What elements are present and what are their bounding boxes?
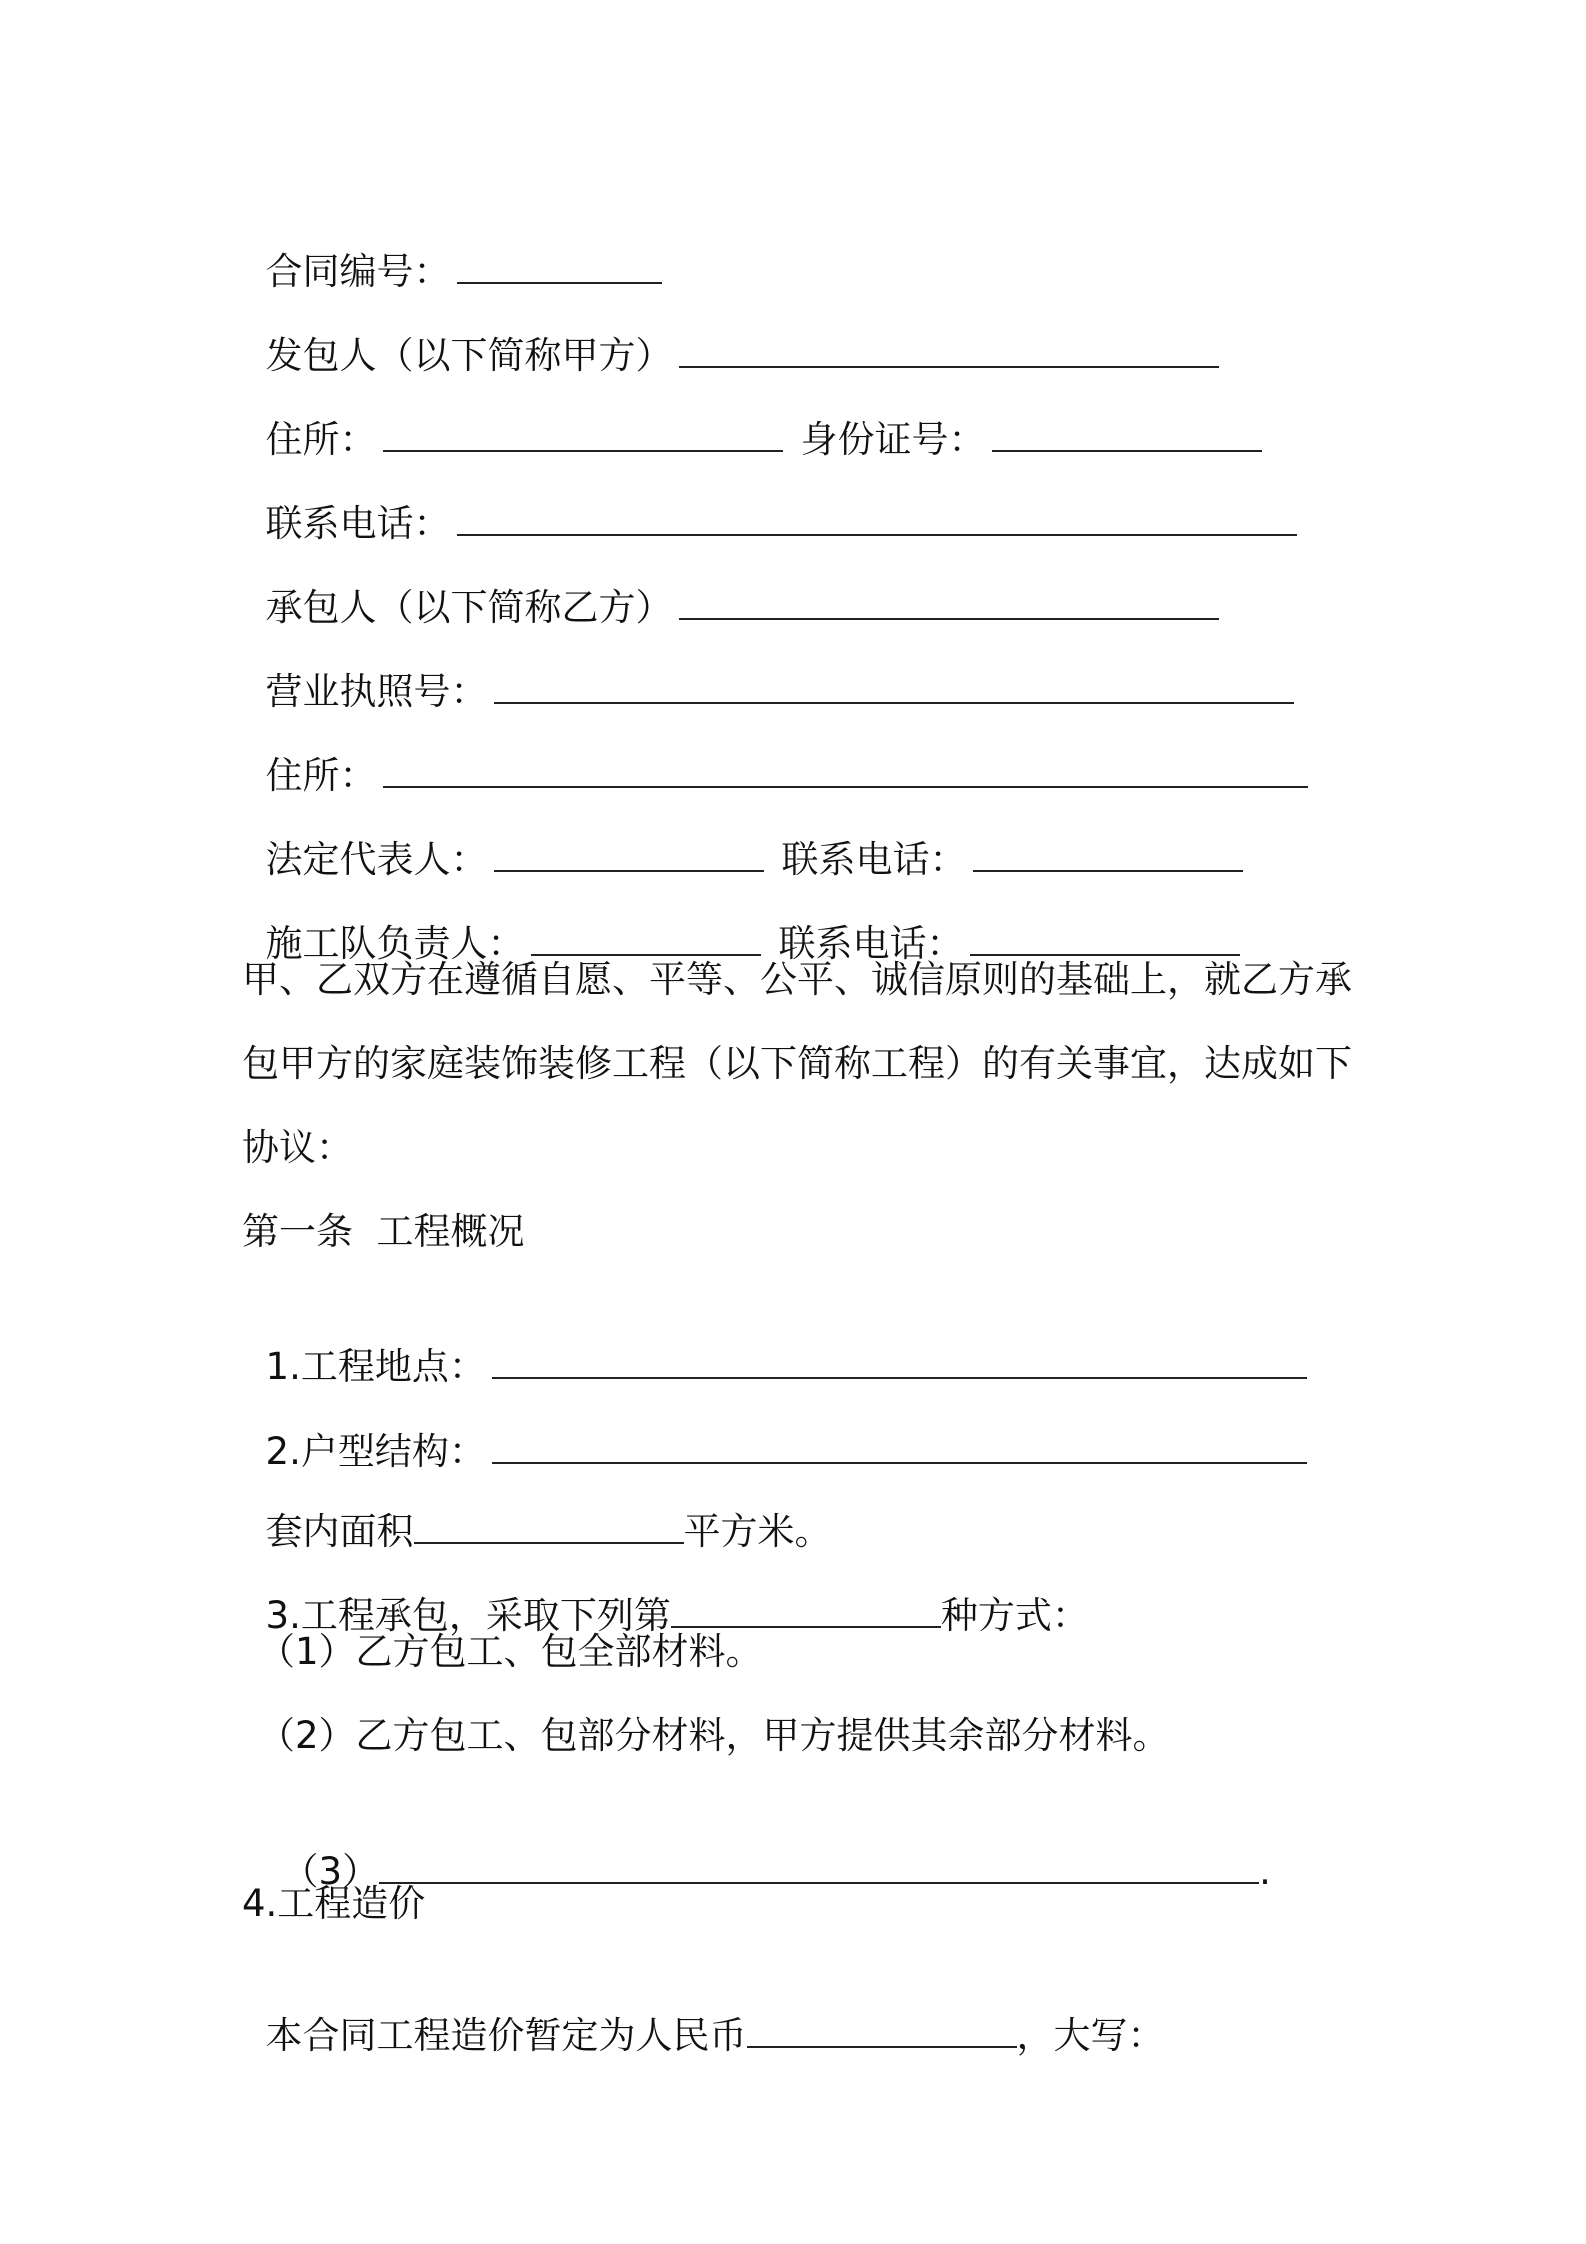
contract-no-label: 合同编号： bbox=[265, 250, 451, 293]
party-a-label: 发包人（以下简称甲方） bbox=[265, 334, 673, 377]
phone2-label: 联系电话： bbox=[781, 838, 967, 881]
phone-blank[interactable] bbox=[457, 500, 1297, 536]
article-1-heading: 第一条 工程概况 bbox=[242, 1210, 525, 1253]
party-a-row bbox=[242, 284, 1225, 380]
item-1-row bbox=[242, 1295, 1313, 1391]
option-1: （1）乙方包工、包全部材料。 bbox=[258, 1630, 763, 1673]
mode-blank[interactable] bbox=[671, 1592, 941, 1628]
party-b-label: 承包人（以下简称乙方） bbox=[265, 586, 673, 629]
area-label: 套内面积 bbox=[265, 1510, 414, 1553]
contract-no-blank[interactable] bbox=[457, 248, 662, 284]
party-b-address-row bbox=[242, 704, 1314, 800]
license-blank[interactable] bbox=[494, 668, 1294, 704]
address-label: 住所： bbox=[265, 418, 377, 461]
item-3-suffix: 种方式： bbox=[940, 1594, 1089, 1637]
team-lead-blank[interactable] bbox=[531, 920, 761, 956]
party-b-row bbox=[242, 536, 1225, 632]
phone-label: 联系电话： bbox=[265, 502, 451, 545]
address2-label: 住所： bbox=[265, 754, 377, 797]
option-2: （2）乙方包工、包部分材料，甲方提供其余部分材料。 bbox=[258, 1714, 1170, 1757]
id-blank[interactable] bbox=[992, 416, 1262, 452]
location-blank[interactable] bbox=[492, 1343, 1307, 1379]
party-b-blank[interactable] bbox=[679, 584, 1219, 620]
item-1-label: 1.工程地点： bbox=[265, 1345, 486, 1388]
id-label: 身份证号： bbox=[800, 418, 986, 461]
option-3-label: （3） bbox=[281, 1850, 380, 1893]
party-a-blank[interactable] bbox=[679, 332, 1219, 368]
address-blank[interactable] bbox=[383, 416, 783, 452]
legal-rep-label: 法定代表人： bbox=[265, 838, 488, 881]
structure-blank[interactable] bbox=[492, 1428, 1307, 1464]
price-suffix: ，大写： bbox=[1016, 2014, 1165, 2057]
intro-line-2: 包甲方的家庭装饰装修工程（以下简称工程）的有关事宜，达成如下 bbox=[242, 1042, 1352, 1085]
party-a-address-row bbox=[242, 368, 1268, 464]
team-lead-row bbox=[242, 872, 1246, 968]
phone2-blank[interactable] bbox=[973, 836, 1243, 872]
phone3-label: 联系电话： bbox=[778, 922, 964, 965]
price-prefix: 本合同工程造价暂定为人民币 bbox=[265, 2014, 747, 2057]
option-3-end: . bbox=[1259, 1850, 1271, 1893]
area-row bbox=[242, 1460, 832, 1556]
item-3-prefix: 3.工程承包，采取下列第 bbox=[265, 1594, 671, 1637]
area-unit: 平方米。 bbox=[683, 1510, 832, 1553]
license-row bbox=[242, 620, 1300, 716]
address2-blank[interactable] bbox=[383, 752, 1308, 788]
contract-no-row bbox=[242, 200, 668, 296]
legal-rep-row bbox=[242, 788, 1249, 884]
item-4-heading: 4.工程造价 bbox=[242, 1882, 426, 1925]
price-row bbox=[242, 1964, 1165, 2060]
license-label: 营业执照号： bbox=[265, 670, 488, 713]
phone3-blank[interactable] bbox=[970, 920, 1240, 956]
team-lead-label: 施工队负责人： bbox=[265, 922, 525, 965]
item-2-label: 2.户型结构： bbox=[265, 1430, 486, 1473]
price-blank[interactable] bbox=[747, 2012, 1017, 2048]
intro-line-3: 协议： bbox=[242, 1126, 353, 1169]
option-3-blank[interactable] bbox=[379, 1848, 1259, 1884]
area-blank[interactable] bbox=[414, 1508, 684, 1544]
intro-line-1: 甲、乙双方在遵循自愿、平等、公平、诚信原则的基础上，就乙方承 bbox=[242, 958, 1352, 1001]
party-a-phone-row bbox=[242, 452, 1303, 548]
item-3-row bbox=[242, 1544, 1089, 1640]
legal-rep-blank[interactable] bbox=[494, 836, 764, 872]
